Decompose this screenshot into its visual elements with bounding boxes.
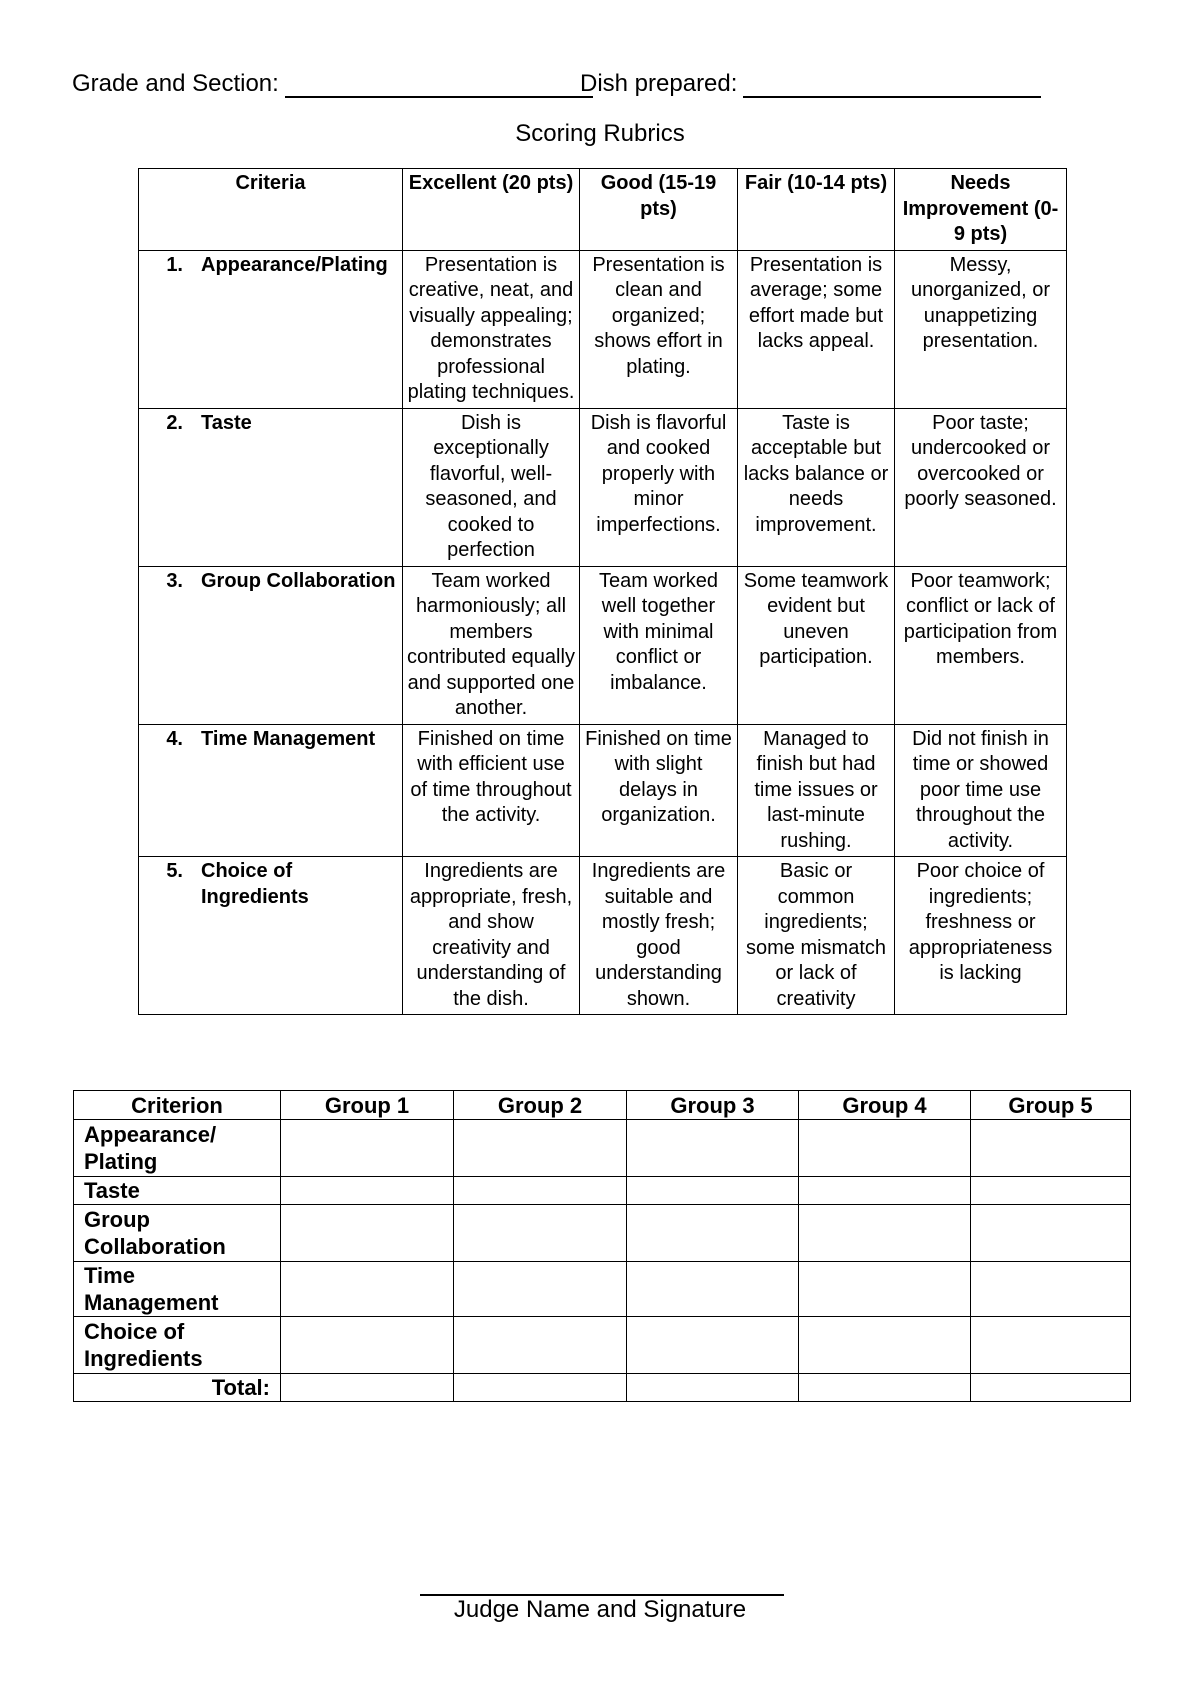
- fair-description: Managed to finish but had time issues or last-minute rushing.: [738, 724, 895, 857]
- rubric-col-fair: Fair (10-14 pts): [738, 169, 895, 251]
- score-row: [74, 1205, 1131, 1262]
- fair-description: Basic or common ingredients; some mismatch or lack of creativity: [738, 857, 895, 1015]
- rubric-col-criteria: Criteria: [139, 169, 403, 251]
- dish-prepared-field: [580, 70, 1041, 98]
- score-col-group-5: Group 5: [971, 1091, 1131, 1120]
- excellent-description: Finished on time with efficient use of time throughout the activity.: [403, 724, 580, 857]
- score-row: [74, 1120, 1131, 1177]
- fair-description: Some teamwork evident but uneven participation.: [738, 566, 895, 724]
- score-row: [74, 1177, 1131, 1205]
- score-cell[interactable]: [281, 1205, 454, 1262]
- score-col-criterion: Criterion: [74, 1091, 281, 1120]
- good-description: Finished on time with slight delays in organization.: [580, 724, 738, 857]
- good-description: Dish is flavorful and cooked properly with minor imperfections.: [580, 408, 738, 566]
- excellent-description: Team worked harmoniously; all members contributed equally and supported one another.: [403, 566, 580, 724]
- excellent-description: Dish is exceptionally flavorful, well-seasoned, and cooked to perfection: [403, 408, 580, 566]
- score-row-label: Choice of Ingredients: [74, 1317, 281, 1374]
- rubric-table: [138, 168, 1067, 1015]
- score-cell[interactable]: [971, 1177, 1131, 1205]
- score-cell[interactable]: [454, 1317, 627, 1374]
- score-cell[interactable]: [799, 1177, 971, 1205]
- score-cell[interactable]: [971, 1205, 1131, 1262]
- score-cell[interactable]: [627, 1317, 799, 1374]
- total-cell[interactable]: [281, 1374, 454, 1402]
- criterion-cell: [139, 724, 403, 857]
- rubric-col-needs-improvement: Needs Improvement (0-9 pts): [895, 169, 1067, 251]
- criterion-number: 5.: [166, 860, 183, 882]
- score-cell[interactable]: [799, 1120, 971, 1177]
- score-cell[interactable]: [454, 1120, 627, 1177]
- signature-label: Judge Name and Signature: [453, 1596, 747, 1623]
- score-row: [74, 1262, 1131, 1317]
- good-description: Ingredients are suitable and mostly fresh; good understanding shown.: [580, 857, 738, 1015]
- score-row-label: Appearance/ Plating: [74, 1120, 281, 1177]
- needs-improvement-description: Did not finish in time or showed poor time use throughout the activity.: [895, 724, 1067, 857]
- rubric-row: [139, 724, 1067, 857]
- criterion-number: 4.: [166, 727, 183, 750]
- rubric-row: [139, 408, 1067, 566]
- rubric-row: [139, 566, 1067, 724]
- rubric-header-row: [139, 169, 1067, 251]
- score-header-row: [74, 1091, 1131, 1120]
- score-cell[interactable]: [799, 1262, 971, 1317]
- score-cell[interactable]: [971, 1120, 1131, 1177]
- score-cell[interactable]: [627, 1205, 799, 1262]
- needs-improvement-description: Messy, unorganized, or unappetizing presentation.: [895, 250, 1067, 408]
- score-cell[interactable]: [971, 1317, 1131, 1374]
- criterion-number: 1.: [166, 253, 183, 276]
- good-description: Team worked well together with minimal conflict or imbalance.: [580, 566, 738, 724]
- total-label: Total:: [74, 1374, 281, 1402]
- fair-description: Presentation is average; some effort made but lacks appeal.: [738, 250, 895, 408]
- score-row: [74, 1317, 1131, 1374]
- header-line: [72, 70, 1140, 104]
- total-row: [74, 1374, 1131, 1402]
- excellent-description: Ingredients are appropriate, fresh, and show creativity and understanding of the dish.: [403, 857, 580, 1015]
- score-cell[interactable]: [281, 1262, 454, 1317]
- rubric-col-excellent: Excellent (20 pts): [403, 169, 580, 251]
- score-cell[interactable]: [627, 1262, 799, 1317]
- needs-improvement-description: Poor teamwork; conflict or lack of participation from members.: [895, 566, 1067, 724]
- score-cell[interactable]: [281, 1317, 454, 1374]
- score-cell[interactable]: [627, 1177, 799, 1205]
- criterion-cell: [139, 566, 403, 724]
- page-title: Scoring Rubrics: [515, 120, 685, 147]
- total-cell[interactable]: [799, 1374, 971, 1402]
- criterion-number: 2.: [166, 411, 183, 434]
- score-cell[interactable]: [454, 1205, 627, 1262]
- score-cell[interactable]: [454, 1177, 627, 1205]
- criterion-name: Appearance/Plating: [201, 253, 388, 276]
- score-cell[interactable]: [799, 1317, 971, 1374]
- score-col-group-4: Group 4: [799, 1091, 971, 1120]
- criterion-name: Group Collaboration: [201, 569, 396, 592]
- total-cell[interactable]: [627, 1374, 799, 1402]
- score-col-group-3: Group 3: [627, 1091, 799, 1120]
- criterion-name: Taste: [201, 411, 252, 434]
- score-cell[interactable]: [454, 1262, 627, 1317]
- grade-section-field: [72, 70, 593, 98]
- rubric-row: [139, 857, 1067, 1015]
- score-row-label: Group Collaboration: [74, 1205, 281, 1262]
- criterion-cell: [139, 408, 403, 566]
- grade-section-blank[interactable]: [285, 70, 593, 98]
- excellent-description: Presentation is creative, neat, and visually appealing; demonstrates professional plating techniques.: [403, 250, 580, 408]
- fair-description: Taste is acceptable but lacks balance or needs improvement.: [738, 408, 895, 566]
- dish-prepared-blank[interactable]: [743, 70, 1041, 98]
- score-cell[interactable]: [627, 1120, 799, 1177]
- score-table: [73, 1090, 1131, 1402]
- dish-prepared-label: Dish prepared:: [580, 70, 738, 97]
- score-cell[interactable]: [281, 1177, 454, 1205]
- rubric-row: [139, 250, 1067, 408]
- score-cell[interactable]: [971, 1262, 1131, 1317]
- score-row-label: Time Management: [74, 1262, 281, 1317]
- grade-section-label: Grade and Section:: [72, 70, 279, 97]
- score-col-group-1: Group 1: [281, 1091, 454, 1120]
- criterion-name: Time Management: [201, 727, 376, 750]
- score-cell[interactable]: [799, 1205, 971, 1262]
- criterion-cell: [139, 250, 403, 408]
- criterion-number: 3.: [166, 569, 183, 592]
- total-cell[interactable]: [454, 1374, 627, 1402]
- rubric-col-good: Good (15-19 pts): [580, 169, 738, 251]
- score-row-label: Taste: [74, 1177, 281, 1205]
- needs-improvement-description: Poor choice of ingredients; freshness or appropriateness is lacking: [895, 857, 1067, 1015]
- criterion-name: Choice of Ingredients: [201, 860, 309, 908]
- total-cell[interactable]: [971, 1374, 1131, 1402]
- score-col-group-2: Group 2: [454, 1091, 627, 1120]
- criterion-cell: [139, 857, 403, 1015]
- score-cell[interactable]: [281, 1120, 454, 1177]
- good-description: Presentation is clean and organized; shows effort in plating.: [580, 250, 738, 408]
- needs-improvement-description: Poor taste; undercooked or overcooked or poorly seasoned.: [895, 408, 1067, 566]
